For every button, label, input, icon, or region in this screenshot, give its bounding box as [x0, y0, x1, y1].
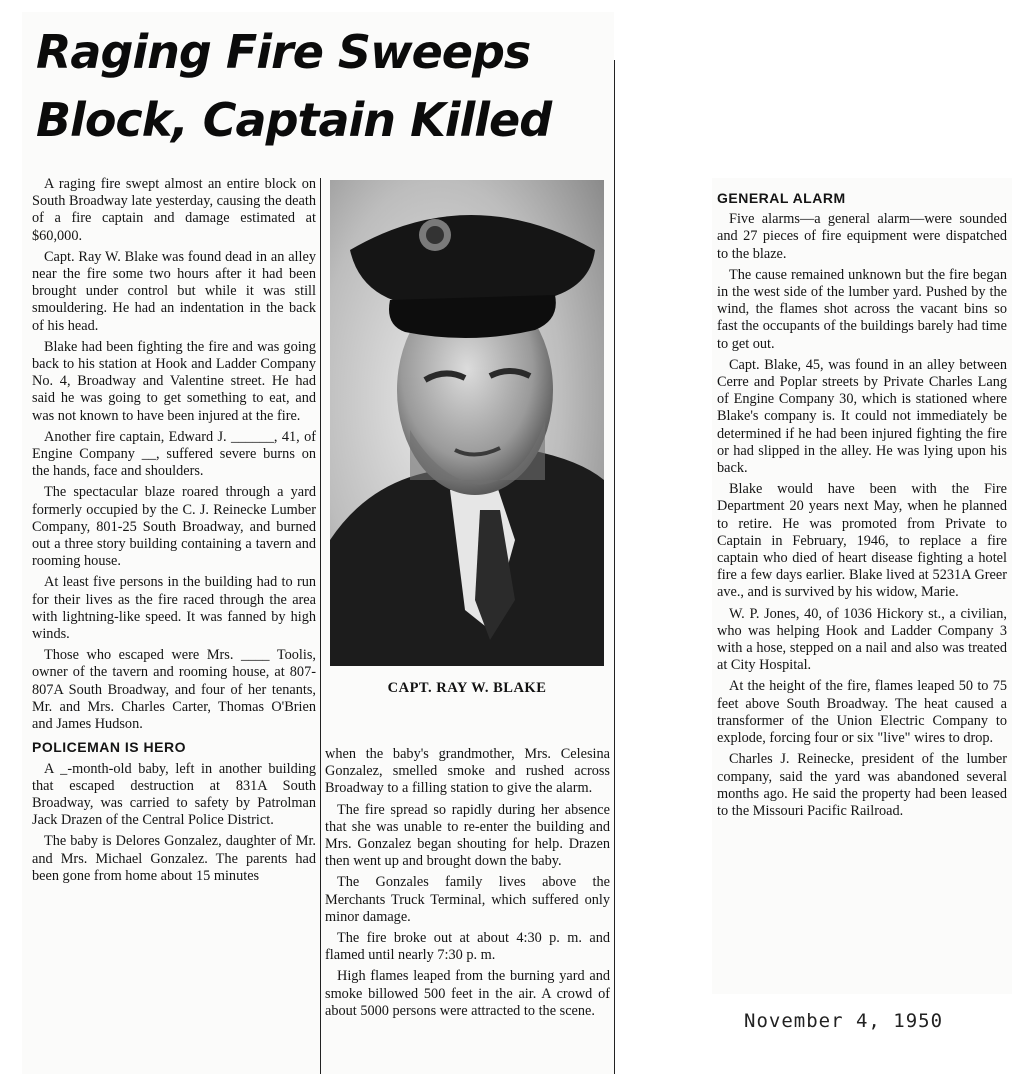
captain-portrait-photo — [330, 180, 604, 666]
paragraph: Another fire captain, Edward J. ______, 41, of Engine Company __, suffered severe burns on the hands, face and shoulders. — [32, 428, 316, 480]
paragraph: The cause remained unknown but the fire began in the west side of the lumber yard. Pushed by the wind, the flames shot across the vacant bins so fast the occupants of the buildings barely had time to get out. — [717, 266, 1007, 352]
paragraph: Capt. Blake, 45, was found in an alley between Cerre and Poplar streets by Private Charles Lang of Engine Company 30, which is stationed where Blake's company is. It could not immediately be determined if he had been injured fighting the fire or had slipped in the alley. He was lying upon his back. — [717, 356, 1007, 477]
subhead-policeman-is-hero: POLICEMAN IS HERO — [32, 739, 186, 756]
article-column-2 — [325, 746, 610, 1024]
subhead-general-alarm: GENERAL ALARM — [717, 190, 846, 206]
paragraph: Capt. Ray W. Blake was found dead in an alley near the fire some two hours after it had been brought under control but while it was still smouldering. He had an indentation in the back of his head. — [32, 248, 316, 334]
paragraph: The Gonzales family lives above the Merchants Truck Terminal, which suffered only minor damage. — [325, 874, 610, 925]
paragraph: The fire broke out at about 4:30 p. m. and flamed until nearly 7:30 p. m. — [325, 930, 610, 964]
paragraph: A _-month-old baby, left in another building that escaped destruction at 831A South Broadway, was carried to safety by Patrolman Jack Drazen of the Central Police District. — [32, 760, 316, 829]
article-column-1 — [32, 176, 316, 889]
paragraph: The baby is Delores Gonzalez, daughter of Mr. and Mrs. Michael Gonzalez. The parents had been gone from home about 15 minutes — [32, 833, 316, 884]
clipping-date: November 4, 1950 — [744, 1010, 944, 1032]
paragraph: Blake would have been with the Fire Department 20 years next May, when he planned to retire. He was promoted from Private to Captain in February, 1946, to replace a fire captain who died of heart disease fighting a hotel fire a few days earlier. Blake lived at 5231A Greer ave., and is survived by his widow, Marie. — [717, 481, 1007, 601]
paragraph: The spectacular blaze roared through a yard formerly occupied by the C. J. Reinecke Lumber Company, 801-25 South Broadway, and burned out a three story building containing a tavern and rooming house. — [32, 484, 316, 570]
headline: Raging Fire Sweeps Block, Captain Killed — [36, 25, 552, 147]
column-rule-left — [320, 178, 321, 1074]
column-rule-right — [614, 60, 615, 1074]
paragraph: A raging fire swept almost an entire block on South Broadway late yesterday, causing the death of a fire captain and damage estimated at $60,000. — [32, 176, 316, 244]
paragraph: Those who escaped were Mrs. ____ Toolis, owner of the tavern and rooming house, at 807-807A South Broadway, and four of her tenants, Mr. and Mrs. Charles Carter, Thomas O'Brien and James Hudson. — [32, 647, 316, 733]
photo-caption: CAPT. RAY W. BLAKE — [387, 680, 547, 696]
paragraph: Blake had been fighting the fire and was going back to his station at Hook and Ladder Company No. 4, Broadway and Valentine street. He had said he was going to get something to eat, and was not known to have been injured at the fire. — [32, 338, 316, 424]
paragraph: At the height of the fire, flames leaped 50 to 75 feet above South Broadway. The heat caused a transformer of the Union Electric Company to explode, forcing four or six "live" wires to drop. — [717, 678, 1007, 747]
paragraph: High flames leaped from the burning yard and smoke billowed 500 feet in the air. A crowd of about 5000 persons were attracted to the scene. — [325, 968, 610, 1019]
paragraph: The fire spread so rapidly during her absence that she was unable to re-enter the building and Mrs. Gonzalez began shouting for help. Drazen then went up and brought down the baby. — [325, 801, 610, 870]
paragraph: At least five persons in the building had to run for their lives as the fire raced through the area with lightning-like speed. It was fanned by high winds. — [32, 574, 316, 643]
paragraph: when the baby's grandmother, Mrs. Celesina Gonzalez, smelled smoke and rushed across Broadway to a filling station to give the alarm. — [325, 746, 610, 797]
paragraph: Five alarms—a general alarm—were sounded and 27 pieces of fire equipment were dispatched to the blaze. — [717, 211, 1007, 262]
article-column-3 — [717, 184, 1007, 824]
paragraph: W. P. Jones, 40, of 1036 Hickory st., a civilian, who was helping Hook and Ladder Company 3 with a hose, stepped on a nail and also was treated at City Hospital. — [717, 605, 1007, 674]
paragraph: Charles J. Reinecke, president of the lumber company, said the yard was abandoned several months ago. He said the property had been leased to the Missouri Pacific Railroad. — [717, 751, 1007, 819]
